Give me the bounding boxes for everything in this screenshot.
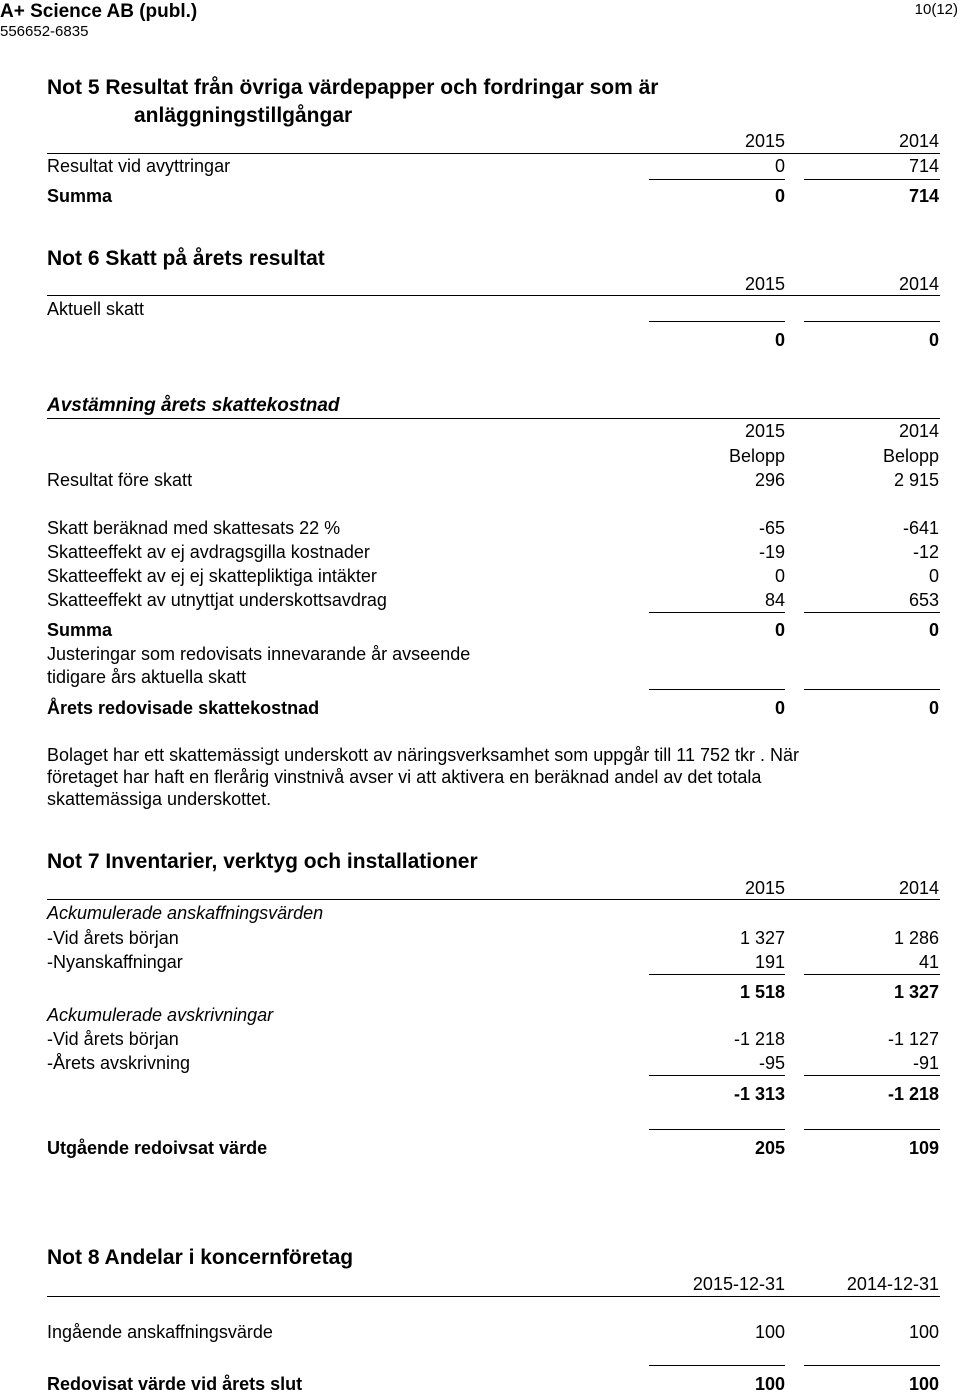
note7-dep-row-v2: -91 [912,1053,939,1073]
note7-dep-total-v1: -1 313 [733,1084,785,1104]
note7-closing-label: Utgående redoivsat värde [47,1138,268,1158]
note7-dep-row-v1: -95 [758,1053,785,1073]
note5-row-label: Resultat vid avyttringar [47,156,231,176]
recon-sub-1: Belopp [728,446,785,466]
note7-dep-row-v1: -1 218 [733,1029,785,1049]
recon-col-2015: 2015 [744,421,785,441]
note7-dep-row-v2: -1 127 [887,1029,939,1049]
recon-final-v1: 0 [774,698,785,718]
recon-adj-underline-1 [649,689,785,690]
note8-closing-v2: 100 [908,1374,939,1394]
recon-paragraph-line1: Bolaget har ett skattemässigt underskott av näringsverksamhet som uppgår till 11 752 tkr . När [47,745,800,765]
recon-sum-label: Summa [47,620,113,640]
recon-adj-underline-2 [804,689,940,690]
note5-row-v2: 714 [908,156,939,176]
note6-title: Not 6 Skatt på årets resultat [47,247,325,270]
recon-adjustment-line2: tidigare års aktuella skatt [47,667,247,687]
note5-col-2014: 2014 [898,131,939,151]
note6-underline-1 [649,321,785,322]
note8-opening-label: Ingående anskaffningsvärde [47,1322,273,1342]
note7-acq-underline-2 [804,974,940,975]
recon-row-v1: -19 [758,542,785,562]
note7-dep-underline-1 [649,1075,785,1076]
note6-underline-2 [804,321,940,322]
org-number: 556652-6835 [0,23,89,40]
recon-row-v2: 653 [908,590,939,610]
recon-row-v1: -65 [758,518,785,538]
recon-row-v2: 2 915 [893,470,939,490]
note7-dep-underline-2 [804,1075,940,1076]
recon-paragraph-line3: skattemässiga underskottet. [47,789,272,809]
note7-acq-heading: Ackumulerade anskaffningsvärden [47,903,324,923]
recon-underline-1 [649,612,785,613]
note8-closing-label: Redovisat värde vid årets slut [47,1374,303,1394]
note6-col-2015: 2015 [744,274,785,294]
recon-row-label: Skatteeffekt av ej avdragsgilla kostnader [47,542,370,562]
recon-title-rule [47,418,940,419]
note6-header-rule [47,295,940,296]
recon-row-v1: 0 [774,566,785,586]
recon-row-v1: 84 [764,590,785,610]
recon-col-2014: 2014 [898,421,939,441]
note7-dep-row-label: -Årets avskrivning [47,1053,191,1073]
note7-acq-row-v2: 41 [918,952,939,972]
recon-paragraph-line2: företaget har haft en flerårig vinstnivå avser vi att aktivera en beräknad andel av det totala [47,767,762,787]
recon-row-v2: -12 [912,542,939,562]
recon-row-v2: -641 [902,518,939,538]
note7-dep-total-v2: -1 218 [887,1084,939,1104]
recon-row-label: Resultat före skatt [47,470,193,490]
recon-row-v1: 296 [754,470,785,490]
note8-col-2015: 2015-12-31 [692,1274,785,1294]
note8-closing-v1: 100 [754,1374,785,1394]
note8-underline-1 [649,1365,785,1366]
recon-sub-2: Belopp [882,446,939,466]
note7-acq-row-v2: 1 286 [893,928,939,948]
note5-title-line1: Not 5 Resultat från övriga värdepapper och fordringar som är [47,76,659,99]
note7-col-2015: 2015 [744,878,785,898]
recon-title: Avstämning årets skattekostnad [47,395,340,416]
note8-opening-v1: 100 [754,1322,785,1342]
recon-sum-v2: 0 [928,620,939,640]
note7-header-rule [47,899,940,900]
recon-row-label: Skatteeffekt av ej ej skattepliktiga intäkter [47,566,377,586]
note5-sum-v2: 714 [908,186,939,206]
note7-acq-row-label: -Nyanskaffningar [47,952,183,972]
note5-sum-v1: 0 [774,186,785,206]
note7-acq-total-v1: 1 518 [739,982,785,1002]
recon-row-v2: 0 [928,566,939,586]
recon-underline-2 [804,612,940,613]
company-name: A+ Science AB (publ.) [0,1,198,22]
note7-acq-total-v2: 1 327 [893,982,939,1002]
note7-acq-row-v1: 191 [754,952,785,972]
note6-total-v2: 0 [928,330,939,350]
note6-total-v1: 0 [774,330,785,350]
page-number: 10(12) [914,1,958,18]
note5-underline-1 [649,179,785,180]
recon-row-label: Skatt beräknad med skattesats 22 % [47,518,341,538]
note8-opening-v2: 100 [908,1322,939,1342]
note7-acq-row-label: -Vid årets början [47,928,179,948]
recon-final-v2: 0 [928,698,939,718]
note5-col-2015: 2015 [744,131,785,151]
note7-title: Not 7 Inventarier, verktyg och installationer [47,850,478,873]
note5-title-line2: anläggningstillgångar [134,104,353,127]
note8-header-rule [47,1296,940,1297]
note8-underline-2 [804,1365,940,1366]
note5-row-v1: 0 [774,156,785,176]
note7-dep-heading: Ackumulerade avskrivningar [47,1005,274,1025]
recon-adjustment-line1: Justeringar som redovisats innevarande år avseende [47,644,471,664]
note6-row-label: Aktuell skatt [47,299,145,319]
recon-final-label: Årets redovisade skattekostnad [47,698,320,718]
recon-sum-v1: 0 [774,620,785,640]
note8-col-2014: 2014-12-31 [846,1274,939,1294]
note7-dep-row-label: -Vid årets början [47,1029,179,1049]
note7-closing-v1: 205 [754,1138,785,1158]
note7-closing-rule-2 [804,1129,940,1130]
note5-header-rule [47,153,940,154]
note7-closing-v2: 109 [908,1138,939,1158]
note7-closing-rule-1 [649,1129,785,1130]
note7-acq-row-v1: 1 327 [739,928,785,948]
note7-col-2014: 2014 [898,878,939,898]
note5-sum-label: Summa [47,186,113,206]
recon-row-label: Skatteeffekt av utnyttjat underskottsavdrag [47,590,387,610]
note5-underline-2 [804,179,940,180]
note6-col-2014: 2014 [898,274,939,294]
note7-acq-underline-1 [649,974,785,975]
note8-title: Not 8 Andelar i koncernföretag [47,1246,354,1269]
